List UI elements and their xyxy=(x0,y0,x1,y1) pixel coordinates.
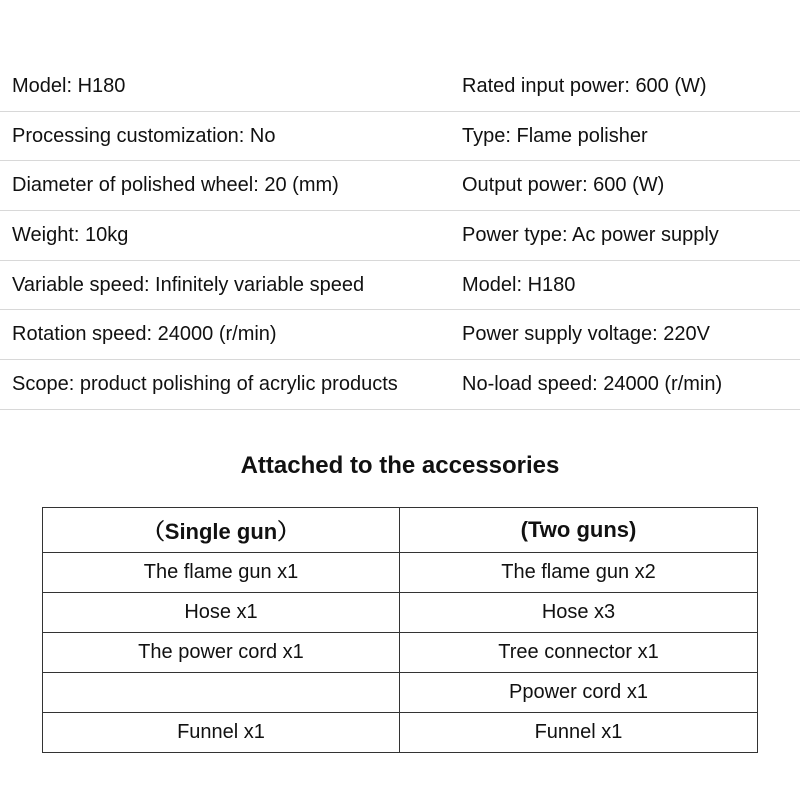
table-cell: Hose x3 xyxy=(400,593,758,633)
spec-output-power: Output power: 600 (W) xyxy=(462,174,665,197)
table-header-row xyxy=(43,508,758,553)
table-cell: Ppower cord x1 xyxy=(400,673,758,713)
table-cell: Hose x1 xyxy=(43,593,400,633)
spec-row xyxy=(0,161,800,211)
spec-model: Model: H180 xyxy=(12,74,126,97)
spec-row xyxy=(0,62,800,112)
spec-row xyxy=(0,360,800,410)
spec-power-type: Power type: Ac power supply xyxy=(462,223,719,246)
table-cell: Funnel x1 xyxy=(400,713,758,753)
table-cell: The power cord x1 xyxy=(43,633,400,673)
accessories-table xyxy=(42,507,758,753)
table-row xyxy=(43,553,758,593)
spec-processing-customization: Processing customization: No xyxy=(12,124,276,147)
header-two-guns: (Two guns) xyxy=(400,508,758,553)
header-single-gun: （Single gun） xyxy=(43,508,400,553)
spec-row xyxy=(0,112,800,162)
table-cell: Funnel x1 xyxy=(43,713,400,753)
spec-row xyxy=(0,211,800,261)
table-cell: The flame gun x2 xyxy=(400,553,758,593)
spec-scope: Scope: product polishing of acrylic products xyxy=(12,372,398,395)
spec-no-load-speed: No-load speed: 24000 (r/min) xyxy=(462,372,723,395)
spec-model-2: Model: H180 xyxy=(462,273,576,296)
table-row xyxy=(43,633,758,673)
spec-rotation-speed: Rotation speed: 24000 (r/min) xyxy=(12,323,277,346)
table-cell xyxy=(43,673,400,713)
spec-rated-input-power: Rated input power: 600 (W) xyxy=(462,74,707,97)
spec-row xyxy=(0,310,800,360)
accessories-title: Attached to the accessories xyxy=(240,452,560,479)
table-row xyxy=(43,713,758,753)
table-row xyxy=(43,673,758,713)
spec-type: Type: Flame polisher xyxy=(462,124,648,147)
spec-row xyxy=(0,261,800,311)
table-cell: Tree connector x1 xyxy=(400,633,758,673)
spec-list xyxy=(0,62,800,410)
spec-wheel-diameter: Diameter of polished wheel: 20 (mm) xyxy=(12,174,339,197)
table-row xyxy=(43,593,758,633)
spec-variable-speed: Variable speed: Infinitely variable speed xyxy=(12,273,365,296)
spec-weight: Weight: 10kg xyxy=(12,223,129,246)
spec-supply-voltage: Power supply voltage: 220V xyxy=(462,323,710,346)
table-cell: The flame gun x1 xyxy=(43,553,400,593)
